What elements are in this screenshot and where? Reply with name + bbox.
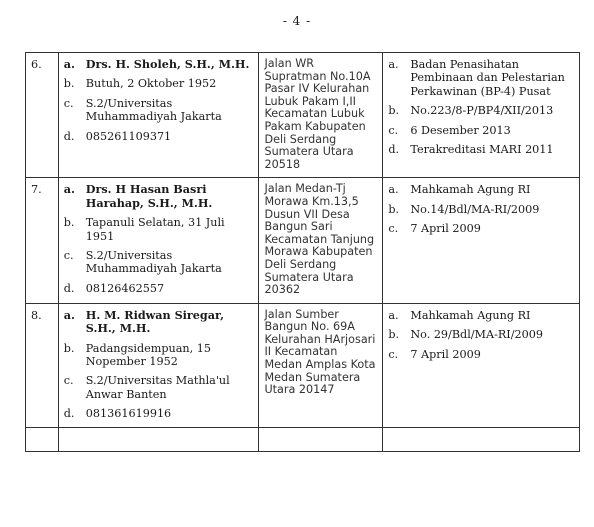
person-name: Drs. H Hasan Basri Harahap, S.H., M.H. (85, 182, 213, 210)
certification-cell (383, 53, 580, 178)
list-item: c. S.2/Universitas Muhammadiyah Jakarta (64, 97, 254, 124)
list-item: b. No.14/Bdl/MA-RI/2009 (388, 203, 574, 216)
list-item: a. Mahkamah Agung RI (388, 309, 574, 322)
certificate-number: No.14/Bdl/MA-RI/2009 (410, 202, 540, 216)
row-number: 7. (26, 178, 59, 303)
list-item: b. No.223/8-P/BP4/XII/2013 (388, 104, 574, 117)
person-name: Drs. H. Sholeh, S.H., M.H. (85, 57, 250, 71)
page-number: - 4 - (282, 14, 312, 28)
table-row (26, 53, 580, 178)
phone-number: 08126462557 (85, 281, 165, 295)
address-cell: Jalan Medan-Tj Morawa Km.13,5 Dusun VII Desa Bangun Sari Kecamatan Tanjung Morawa Kabupaten Deli Serdang Sumatera Utara 20362 (259, 178, 383, 303)
person-cell (58, 178, 259, 303)
certificate-date: 6 Desember 2013 (410, 123, 511, 137)
birth-info: Padangsidempuan, 15 Nopember 1952 (85, 341, 211, 368)
address-cell: Jalan WR Supratman No.10A Pasar IV Kelurahan Lubuk Pakam I,II Kecamatan Lubuk Pakam Kabupaten Deli Serdang Sumatera Utara 20518 (259, 53, 383, 178)
list-item: c. 7 April 2009 (388, 222, 574, 235)
institution: Mahkamah Agung RI (410, 308, 531, 322)
mediator-table (25, 52, 580, 452)
birth-info: Tapanuli Selatan, 31 Juli 1951 (85, 216, 225, 243)
list-item: c. S.2/Universitas Muhammadiyah Jakarta (64, 249, 254, 276)
certificate-date: 7 April 2009 (410, 347, 481, 361)
list-item: a. H. M. Ridwan Siregar, S.H., M.H. (64, 309, 254, 336)
list-item: b. Padangsidempuan, 15 Nopember 1952 (64, 342, 254, 369)
education: S.2/Universitas Mathla'ul Anwar Banten (85, 374, 230, 401)
certificate-number: No.223/8-P/BP4/XII/2013 (410, 104, 554, 118)
list-item: d. 08126462557 (64, 282, 254, 295)
list-item: d. Terakreditasi MARI 2011 (388, 143, 574, 156)
institution: Mahkamah Agung RI (410, 183, 531, 197)
person-cell (58, 53, 259, 178)
person-cell (58, 303, 259, 427)
certificate-number: No. 29/Bdl/MA-RI/2009 (410, 328, 543, 342)
list-item: b. Butuh, 2 Oktober 1952 (64, 77, 254, 90)
list-item: c. S.2/Universitas Mathla'ul Anwar Banten (64, 374, 254, 401)
list-item: a. Mahkamah Agung RI (388, 183, 574, 196)
education: S.2/Universitas Muhammadiyah Jakarta (85, 248, 222, 276)
certification-cell (383, 303, 580, 427)
list-item: d. 085261109371 (64, 130, 254, 143)
institution: Badan Penasihatan Pembinaan dan Pelestarian Perkawinan (BP-4) Pusat (410, 58, 565, 98)
list-item: c. 6 Desember 2013 (388, 124, 574, 137)
list-item: a. Drs. H. Sholeh, S.H., M.H. (64, 58, 254, 71)
address-cell: Jalan Sumber Bangun No. 69A Kelurahan HArjosari II Kecamatan Medan Amplas Kota Medan Sumatera Utara 20147 (259, 303, 383, 427)
certification-cell (383, 178, 580, 303)
birth-info: Butuh, 2 Oktober 1952 (85, 77, 217, 91)
list-item: c. 7 April 2009 (388, 348, 574, 361)
list-item: b. Tapanuli Selatan, 31 Juli 1951 (64, 216, 254, 243)
list-item: d. 081361619916 (64, 407, 254, 420)
education: S.2/Universitas Muhammadiyah Jakarta (85, 96, 222, 124)
phone-number: 081361619916 (85, 407, 172, 421)
table-row (26, 178, 580, 303)
table-row (26, 303, 580, 427)
row-number: 8. (26, 303, 59, 427)
phone-number: 085261109371 (85, 129, 172, 143)
accreditation: Terakreditasi MARI 2011 (410, 143, 554, 157)
row-number: 6. (26, 53, 59, 178)
table-row-partial (26, 427, 580, 451)
list-item: b. No. 29/Bdl/MA-RI/2009 (388, 328, 574, 341)
list-item: a. Drs. H Hasan Basri Harahap, S.H., M.H. (64, 183, 254, 210)
person-name: H. M. Ridwan Siregar, S.H., M.H. (85, 307, 224, 336)
list-item: a. Badan Penasihatan Pembinaan dan Pelestarian Perkawinan (BP-4) Pusat (388, 58, 574, 98)
certificate-date: 7 April 2009 (410, 222, 481, 236)
